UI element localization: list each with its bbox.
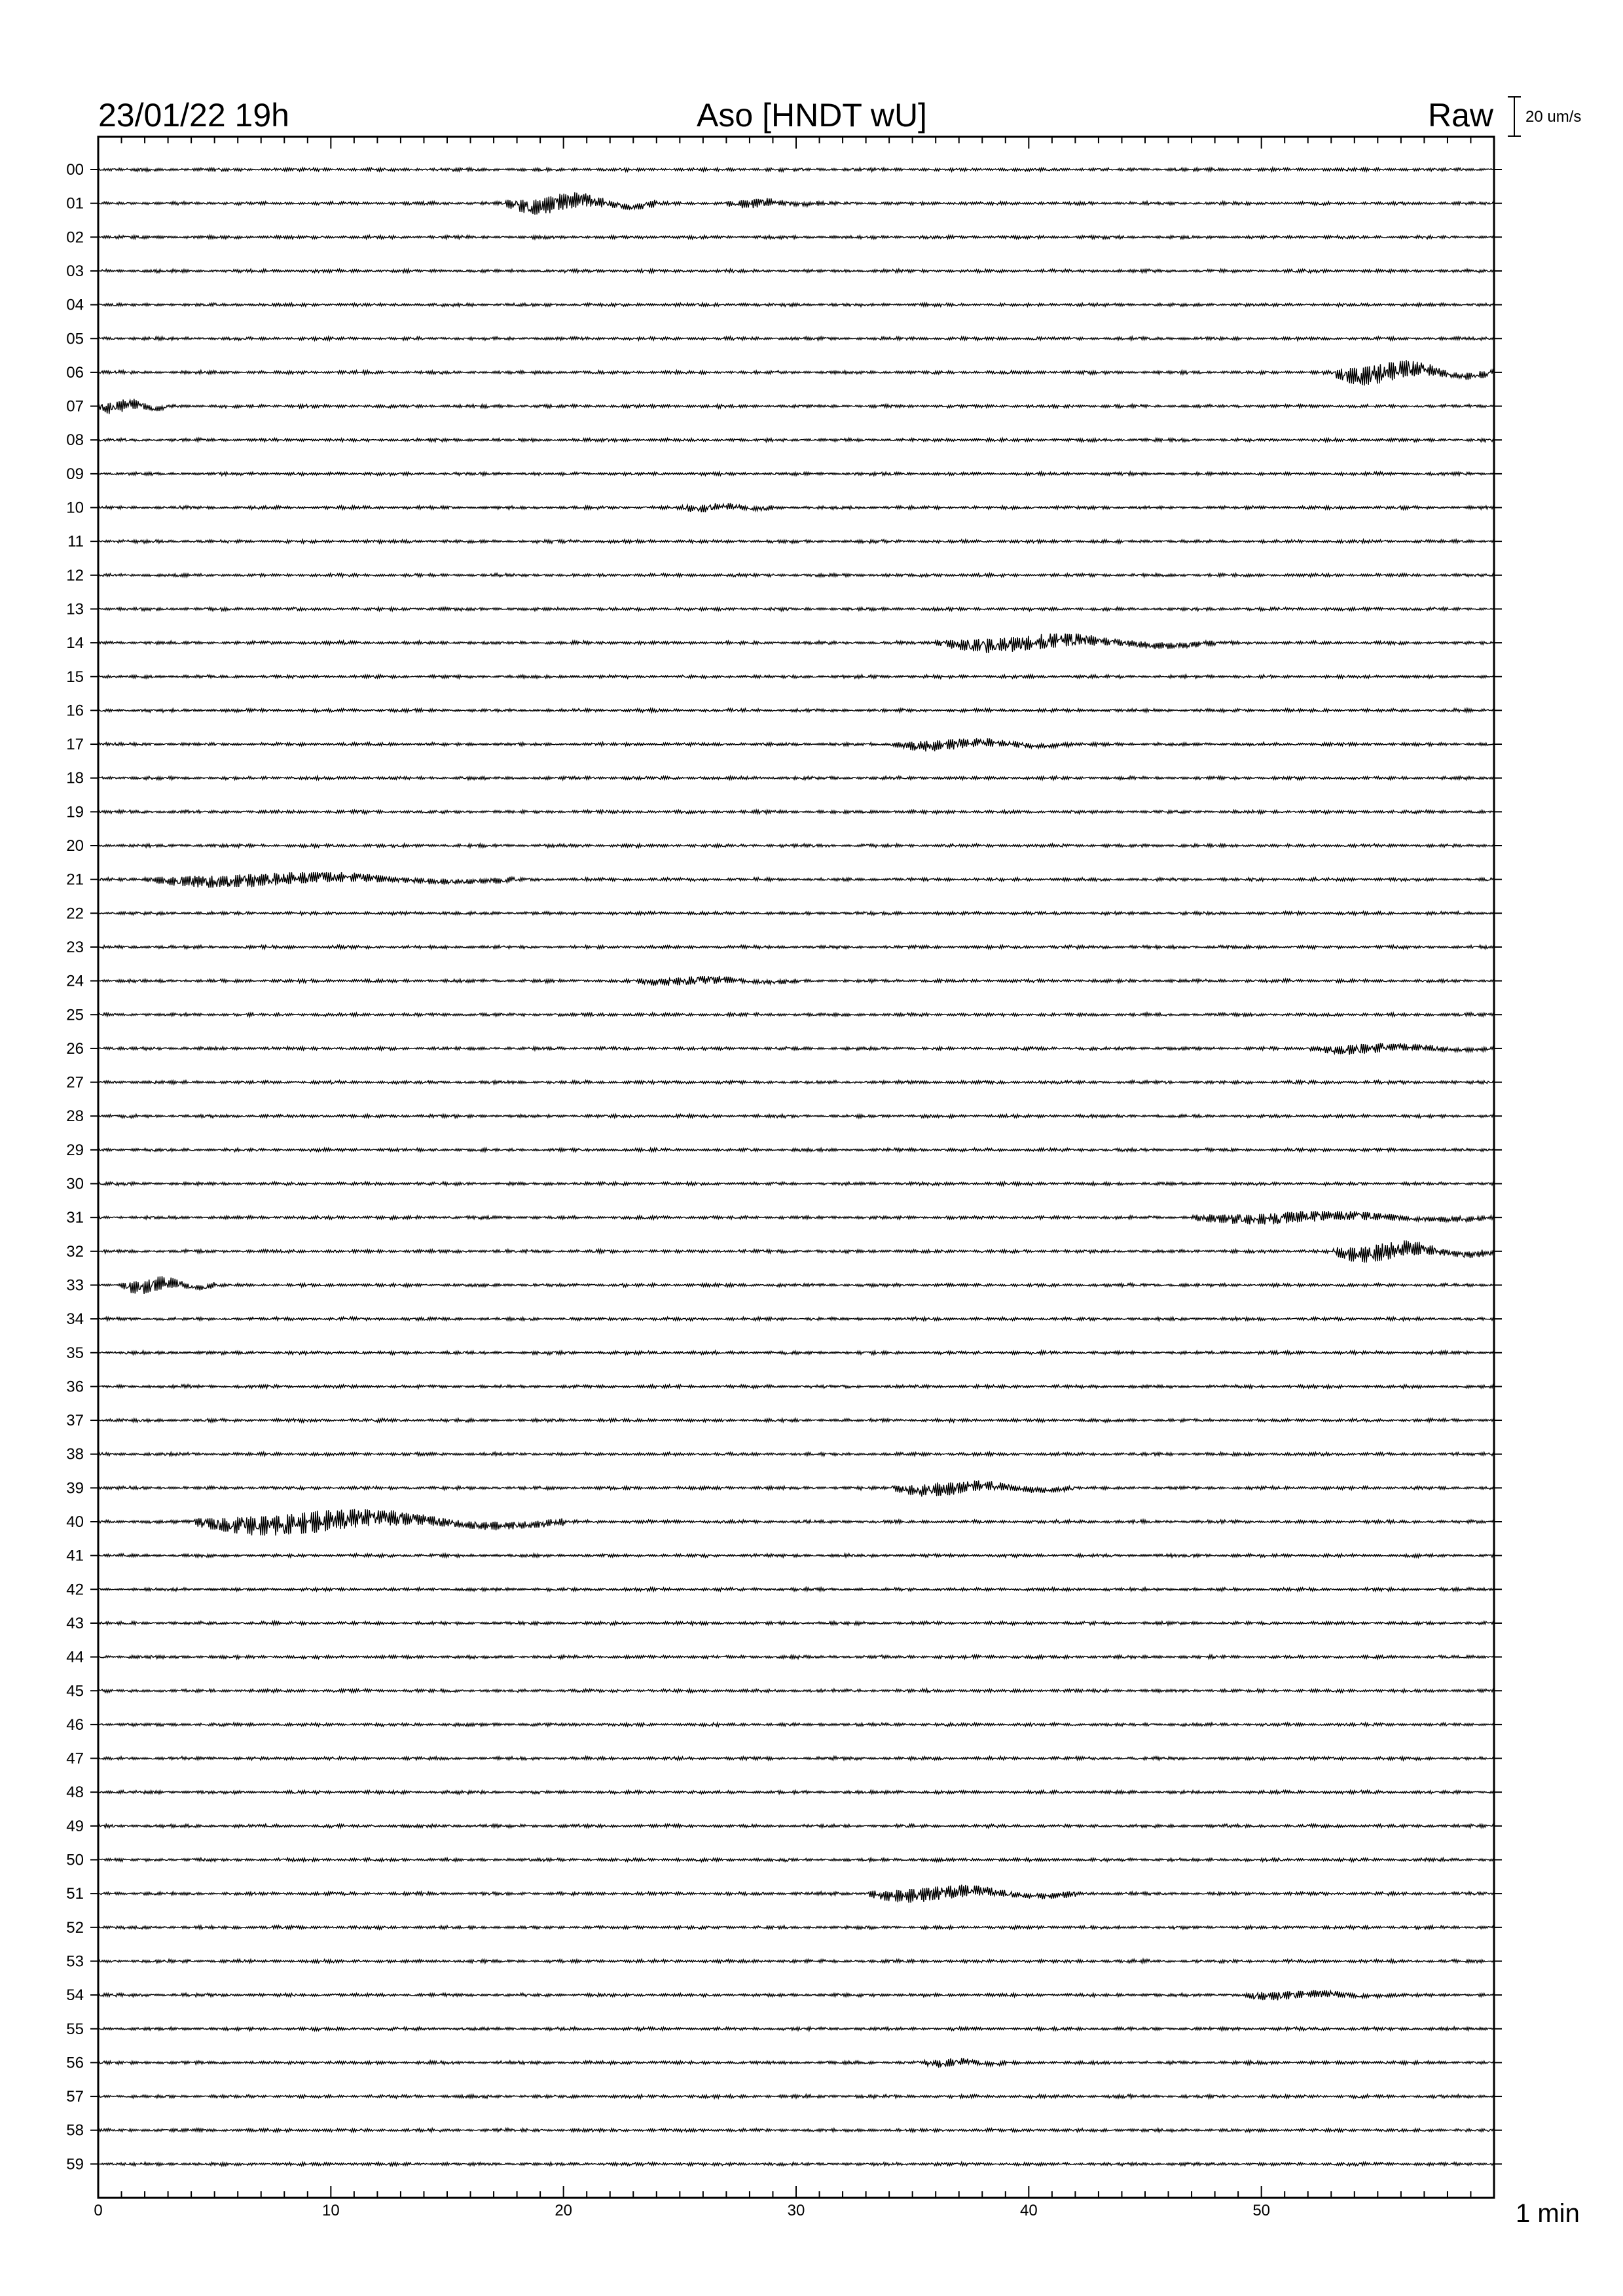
trace-line-57 bbox=[98, 2094, 1494, 2098]
row-label: 18 bbox=[66, 769, 84, 787]
trace-line-44 bbox=[98, 1655, 1494, 1659]
row-label: 38 bbox=[66, 1445, 84, 1463]
trace-line-32 bbox=[98, 1240, 1494, 1263]
row-label: 28 bbox=[66, 1107, 84, 1126]
tick-group bbox=[90, 137, 1502, 2219]
trace-line-07 bbox=[98, 399, 1494, 414]
trace-line-27 bbox=[98, 1081, 1494, 1085]
header-datetime: 23/01/22 19h bbox=[98, 97, 289, 134]
trace-line-48 bbox=[98, 1790, 1494, 1794]
row-label: 26 bbox=[66, 1039, 84, 1058]
row-label: 58 bbox=[66, 2121, 84, 2140]
trace-line-37 bbox=[98, 1418, 1494, 1422]
row-label: 15 bbox=[66, 668, 84, 686]
trace-line-30 bbox=[98, 1182, 1494, 1186]
row-label: 30 bbox=[66, 1175, 84, 1193]
trace-line-31 bbox=[98, 1211, 1494, 1224]
row-label: 20 bbox=[66, 837, 84, 855]
x-tick-label: 20 bbox=[555, 2202, 573, 2219]
row-label: 24 bbox=[66, 972, 84, 990]
trace-line-23 bbox=[98, 945, 1494, 949]
x-tick-label: 0 bbox=[94, 2202, 103, 2219]
row-label: 36 bbox=[66, 1378, 84, 1396]
x-tick-label: 40 bbox=[1019, 2202, 1038, 2219]
trace-line-21 bbox=[98, 872, 1494, 888]
scale-bar bbox=[1508, 97, 1521, 136]
trace-line-35 bbox=[98, 1351, 1494, 1355]
trace-line-38 bbox=[98, 1452, 1494, 1456]
row-label: 42 bbox=[66, 1581, 84, 1599]
trace-line-34 bbox=[98, 1317, 1494, 1321]
trace-line-51 bbox=[98, 1885, 1494, 1903]
row-label: 23 bbox=[66, 938, 84, 956]
trace-line-26 bbox=[98, 1043, 1494, 1055]
trace-line-25 bbox=[98, 1013, 1494, 1016]
row-label: 11 bbox=[67, 533, 84, 551]
row-label: 48 bbox=[66, 1784, 84, 1802]
row-label: 33 bbox=[66, 1276, 84, 1295]
row-label: 37 bbox=[66, 1412, 84, 1430]
trace-line-43 bbox=[98, 1621, 1494, 1625]
row-label: 04 bbox=[66, 296, 84, 314]
row-label: 09 bbox=[66, 465, 84, 483]
trace-line-09 bbox=[98, 472, 1494, 476]
trace-line-11 bbox=[98, 539, 1494, 543]
row-label: 49 bbox=[66, 1817, 84, 1835]
trace-line-10 bbox=[98, 503, 1494, 512]
row-label: 59 bbox=[66, 2155, 84, 2174]
row-label: 01 bbox=[66, 194, 84, 213]
row-label: 35 bbox=[66, 1344, 84, 1362]
trace-line-03 bbox=[98, 269, 1494, 273]
row-label: 44 bbox=[66, 1648, 84, 1666]
trace-line-04 bbox=[98, 303, 1494, 307]
trace-line-33 bbox=[98, 1276, 1494, 1294]
row-label: 06 bbox=[66, 363, 84, 382]
row-label: 53 bbox=[66, 1952, 84, 1971]
trace-line-12 bbox=[98, 573, 1494, 577]
trace-line-28 bbox=[98, 1114, 1494, 1118]
row-label: 22 bbox=[66, 905, 84, 923]
row-label: 16 bbox=[66, 702, 84, 720]
trace-line-45 bbox=[98, 1689, 1494, 1693]
trace-line-40 bbox=[98, 1509, 1494, 1536]
row-label: 10 bbox=[66, 499, 84, 517]
x-axis-unit-label: 1 min bbox=[1516, 2199, 1580, 2228]
row-label: 45 bbox=[66, 1682, 84, 1700]
row-label: 05 bbox=[66, 330, 84, 348]
trace-line-08 bbox=[98, 438, 1494, 442]
plot-frame bbox=[98, 137, 1494, 2198]
row-label: 51 bbox=[66, 1885, 84, 1903]
row-label: 14 bbox=[66, 634, 84, 653]
trace-line-29 bbox=[98, 1148, 1494, 1152]
trace-line-06 bbox=[98, 360, 1494, 386]
trace-line-52 bbox=[98, 1926, 1494, 1929]
row-label-group bbox=[66, 161, 84, 2173]
trace-line-46 bbox=[98, 1723, 1494, 1727]
trace-line-54 bbox=[98, 1990, 1494, 2000]
row-label: 03 bbox=[66, 262, 84, 280]
row-label: 56 bbox=[66, 2054, 84, 2072]
row-label: 00 bbox=[66, 161, 84, 179]
trace-line-02 bbox=[98, 235, 1494, 239]
trace-line-20 bbox=[98, 844, 1494, 848]
row-label: 40 bbox=[66, 1513, 84, 1531]
row-label: 50 bbox=[66, 1851, 84, 1869]
trace-line-19 bbox=[98, 810, 1494, 814]
row-label: 27 bbox=[66, 1073, 84, 1092]
trace-line-59 bbox=[98, 2162, 1494, 2166]
row-label: 17 bbox=[66, 736, 84, 754]
row-label: 19 bbox=[66, 803, 84, 821]
row-label: 13 bbox=[66, 600, 84, 619]
row-label: 55 bbox=[66, 2020, 84, 2038]
row-label: 34 bbox=[66, 1310, 84, 1329]
row-label: 47 bbox=[66, 1749, 84, 1768]
row-label: 29 bbox=[66, 1141, 84, 1159]
trace-line-36 bbox=[98, 1384, 1494, 1388]
trace-line-53 bbox=[98, 1959, 1494, 1963]
scale-label: 20 um/s bbox=[1525, 108, 1582, 126]
row-label: 31 bbox=[66, 1209, 84, 1227]
trace-line-16 bbox=[98, 708, 1494, 712]
row-label: 41 bbox=[66, 1547, 84, 1565]
row-label: 07 bbox=[66, 397, 84, 416]
trace-line-47 bbox=[98, 1757, 1494, 1761]
trace-line-15 bbox=[98, 675, 1494, 679]
trace-line-22 bbox=[98, 912, 1494, 916]
row-label: 54 bbox=[66, 1986, 84, 2005]
x-tick-label: 10 bbox=[321, 2202, 340, 2219]
row-label: 02 bbox=[66, 228, 84, 247]
row-label: 32 bbox=[66, 1242, 84, 1261]
trace-line-00 bbox=[98, 168, 1494, 171]
row-label: 25 bbox=[66, 1006, 84, 1024]
trace-group bbox=[98, 168, 1494, 2166]
row-label: 52 bbox=[66, 1918, 84, 1937]
header-mode: Raw bbox=[1427, 97, 1493, 134]
trace-line-13 bbox=[98, 607, 1494, 611]
trace-line-56 bbox=[98, 2058, 1494, 2068]
x-tick-label: 50 bbox=[1252, 2202, 1271, 2219]
row-label: 12 bbox=[66, 566, 84, 584]
row-label: 21 bbox=[66, 870, 84, 889]
trace-line-18 bbox=[98, 776, 1494, 780]
trace-line-05 bbox=[98, 336, 1494, 340]
row-label: 08 bbox=[66, 431, 84, 450]
row-label: 57 bbox=[66, 2088, 84, 2106]
trace-line-17 bbox=[98, 738, 1494, 751]
trace-line-14 bbox=[98, 634, 1494, 653]
trace-line-24 bbox=[98, 976, 1494, 986]
trace-line-01 bbox=[98, 192, 1494, 215]
header-station-title: Aso [HNDT wU] bbox=[697, 97, 927, 134]
trace-line-58 bbox=[98, 2128, 1494, 2132]
trace-line-50 bbox=[98, 1858, 1494, 1862]
trace-line-42 bbox=[98, 1587, 1494, 1591]
trace-line-49 bbox=[98, 1824, 1494, 1828]
trace-line-39 bbox=[98, 1480, 1494, 1497]
row-label: 43 bbox=[66, 1614, 84, 1632]
trace-line-55 bbox=[98, 2027, 1494, 2031]
row-label: 46 bbox=[66, 1715, 84, 1734]
x-tick-label: 30 bbox=[787, 2202, 805, 2219]
trace-line-41 bbox=[98, 1554, 1494, 1558]
row-label: 39 bbox=[66, 1479, 84, 1498]
